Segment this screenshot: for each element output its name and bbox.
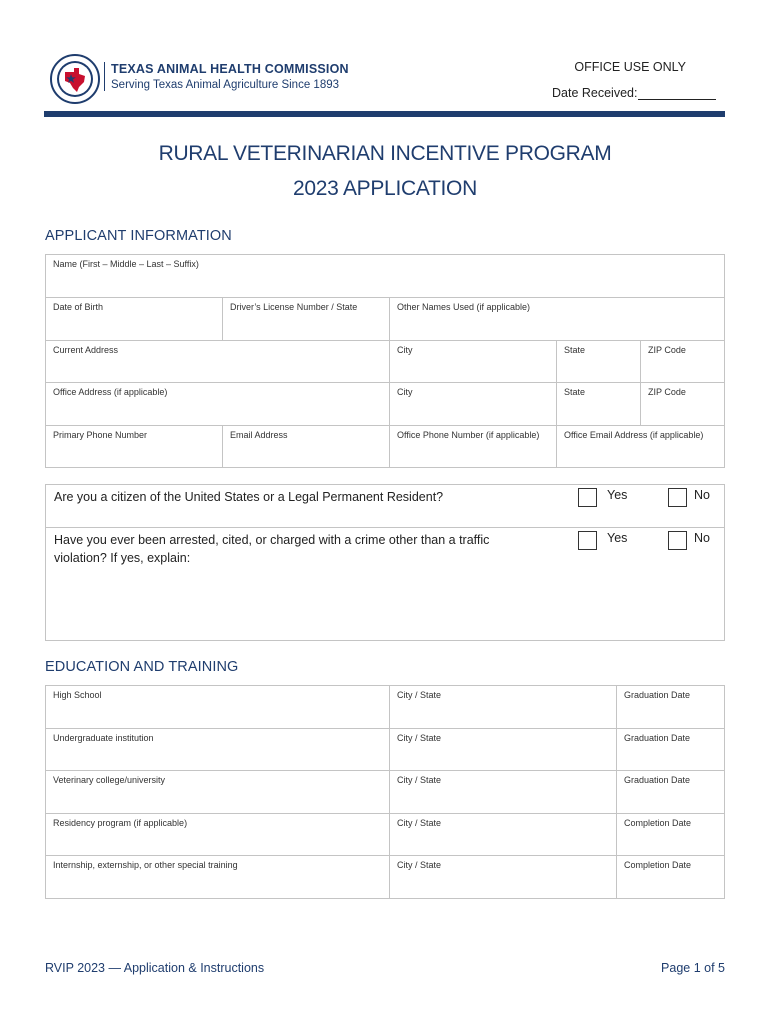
office-address-field[interactable]: Office Address (if applicable)	[46, 383, 390, 426]
vet-college-date-field[interactable]: Graduation Date	[617, 771, 725, 814]
residency-city-field[interactable]: City / State	[390, 814, 617, 856]
citizenship-question: Are you a citizen of the United States or a Legal Permanent Resident?	[54, 490, 444, 504]
email-field[interactable]: Email Address	[223, 426, 390, 468]
residency-date-field[interactable]: Completion Date	[617, 814, 725, 856]
undergrad-city-field[interactable]: City / State	[390, 729, 617, 771]
education-section-heading: EDUCATION AND TRAINING	[45, 659, 239, 675]
arrest-question: Have you ever been arrested, cited, or charged with a crime other than a traffic violation? If yes, explain:	[54, 533, 490, 565]
high-school-date-field[interactable]: Graduation Date	[617, 686, 725, 729]
license-field[interactable]: Driver’s License Number / State	[223, 298, 390, 341]
tahc-seal-logo	[50, 54, 100, 104]
undergrad-date-field[interactable]: Graduation Date	[617, 729, 725, 771]
high-school-city-field[interactable]: City / State	[390, 686, 617, 729]
arrest-yes-checkbox[interactable]	[578, 531, 597, 550]
current-address-field[interactable]: Current Address	[46, 341, 390, 383]
page-title: RURAL VETERINARIAN INCENTIVE PROGRAM	[158, 142, 612, 165]
date-received-field[interactable]	[638, 88, 716, 100]
internship-city-field[interactable]: City / State	[390, 856, 617, 899]
org-block	[104, 62, 349, 91]
education-grid	[45, 685, 725, 899]
office-use-label: OFFICE USE ONLY	[574, 60, 686, 74]
office-state-field[interactable]: State	[557, 383, 641, 426]
residency-field[interactable]: Residency program (if applicable)	[46, 814, 390, 856]
citizenship-no-checkbox[interactable]	[668, 488, 687, 507]
internship-date-field[interactable]: Completion Date	[617, 856, 725, 899]
undergrad-field[interactable]: Undergraduate institution	[46, 729, 390, 771]
office-email-field[interactable]: Office Email Address (if applicable)	[557, 426, 725, 468]
date-received	[552, 86, 716, 100]
high-school-field[interactable]: High School	[46, 686, 390, 729]
header-rule	[44, 111, 725, 117]
zip-field[interactable]: ZIP Code	[641, 341, 725, 383]
dob-field[interactable]: Date of Birth	[46, 298, 223, 341]
arrest-no-checkbox[interactable]	[668, 531, 687, 550]
citizenship-row	[46, 485, 724, 528]
arrest-yes-label: Yes	[607, 531, 628, 545]
page-subtitle: 2023 APPLICATION	[293, 177, 477, 200]
applicant-grid	[45, 254, 725, 468]
office-phone-field[interactable]: Office Phone Number (if applicable)	[390, 426, 557, 468]
applicant-section-heading: APPLICANT INFORMATION	[45, 228, 232, 244]
vet-college-city-field[interactable]: City / State	[390, 771, 617, 814]
org-tagline: Serving Texas Animal Agriculture Since 1893	[111, 79, 340, 91]
city-field[interactable]: City	[390, 341, 557, 383]
state-field[interactable]: State	[557, 341, 641, 383]
date-received-label: Date Received:	[552, 86, 638, 100]
vet-college-field[interactable]: Veterinary college/university	[46, 771, 390, 814]
name-field[interactable]: Name (First – Middle – Last – Suffix)	[46, 255, 725, 298]
footer-page-number: Page 1 of 5	[661, 961, 725, 975]
org-name: TEXAS ANIMAL HEALTH COMMISSION	[111, 62, 349, 76]
arrest-row	[46, 528, 724, 640]
arrest-no-label: No	[694, 531, 710, 545]
primary-phone-field[interactable]: Primary Phone Number	[46, 426, 223, 468]
other-names-field[interactable]: Other Names Used (if applicable)	[390, 298, 725, 341]
questions-box	[45, 484, 725, 641]
office-zip-field[interactable]: ZIP Code	[641, 383, 725, 426]
citizenship-no-label: No	[694, 488, 710, 502]
office-city-field[interactable]: City	[390, 383, 557, 426]
internship-field[interactable]: Internship, externship, or other special training	[46, 856, 390, 899]
citizenship-yes-checkbox[interactable]	[578, 488, 597, 507]
footer-document-name: RVIP 2023 — Application & Instructions	[45, 961, 265, 975]
citizenship-yes-label: Yes	[607, 488, 628, 502]
